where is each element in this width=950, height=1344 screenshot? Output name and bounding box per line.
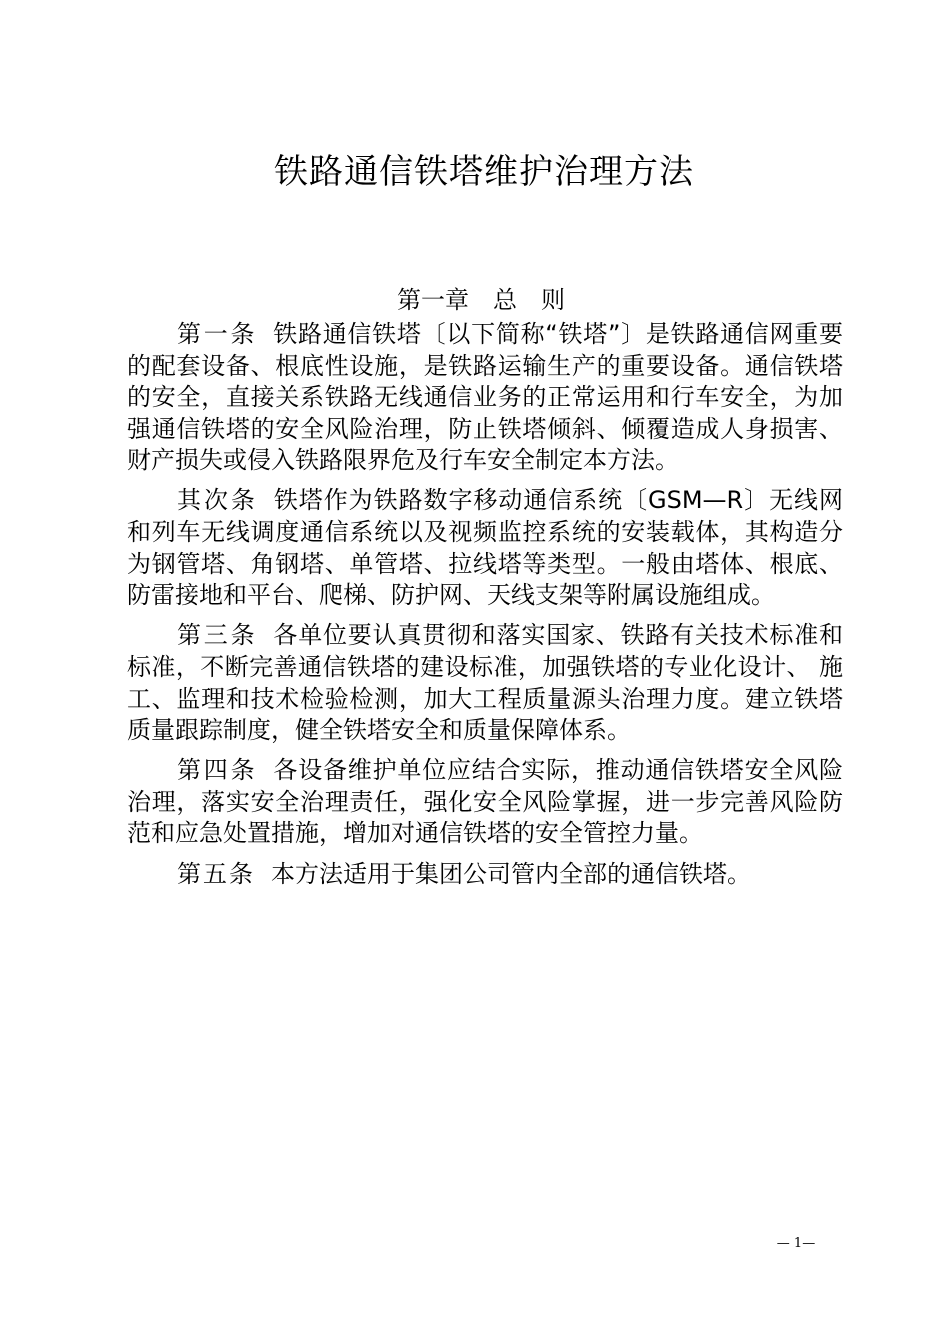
article-3 <box>127 620 843 746</box>
article-text: 各设备维护单位应结合实际，推动通信铁塔安全风险治理，落实安全治理责任，强化安全风险掌握，进一步完善风险防范和应急处置措施，增加对通信铁塔的安全管控力量。 <box>127 756 844 848</box>
article-label: 第一条 <box>177 320 258 348</box>
article-4 <box>127 755 843 850</box>
article-2 <box>127 485 843 611</box>
article-text: 铁塔作为铁路数字移动通信系统〔GSM—R〕无线网和列车无线调度通信系统以及视频监控系统的安装载体，其构造分为钢管塔、角钢塔、单管塔、拉线塔等类型。一般由塔体、根底、防雷接地和平台、爬梯、防护网、天线支架等附属设施组成。 <box>127 486 844 610</box>
article-label: 第五条 <box>177 859 255 888</box>
document-body <box>127 319 843 899</box>
article-label: 第四条 <box>177 756 258 785</box>
article-text: 各单位要认真贯彻和落实国家、铁路有关技术标准和标准，不断完善通信铁塔的建设标准，加强铁塔的专业化设计、 施工、监理和技术检验检测，加大工程质量源头治理力度。建立铁塔质量跟踪制度，健全铁塔安全和质量保障体系。 <box>127 621 844 745</box>
article-label: 其次条 <box>177 486 258 515</box>
article-label: 第三条 <box>177 621 258 650</box>
document-title: 铁路通信铁塔维护治理方法 <box>274 152 694 192</box>
article-text: 铁路通信铁塔〔以下简称“铁塔”〕是铁路通信网重要的配套设备、根底性设施，是铁路运输生产的重要设备。通信铁塔的安全，直接关系铁路无线通信业务的正常运用和行车安全，为加强通信铁塔的安全风险治理，防止铁塔倾斜、倾覆造成人身损害、财产损失或侵入铁路限界危及行车安全制定本方法。 <box>127 320 844 475</box>
article-1 <box>127 319 843 477</box>
article-text: 本方法适用于集团公司管内全部的通信铁塔。 <box>271 859 751 888</box>
article-5 <box>127 859 843 891</box>
chapter-heading: 第一章 总 则 <box>397 286 565 314</box>
page-number: — 1— <box>776 1236 816 1251</box>
